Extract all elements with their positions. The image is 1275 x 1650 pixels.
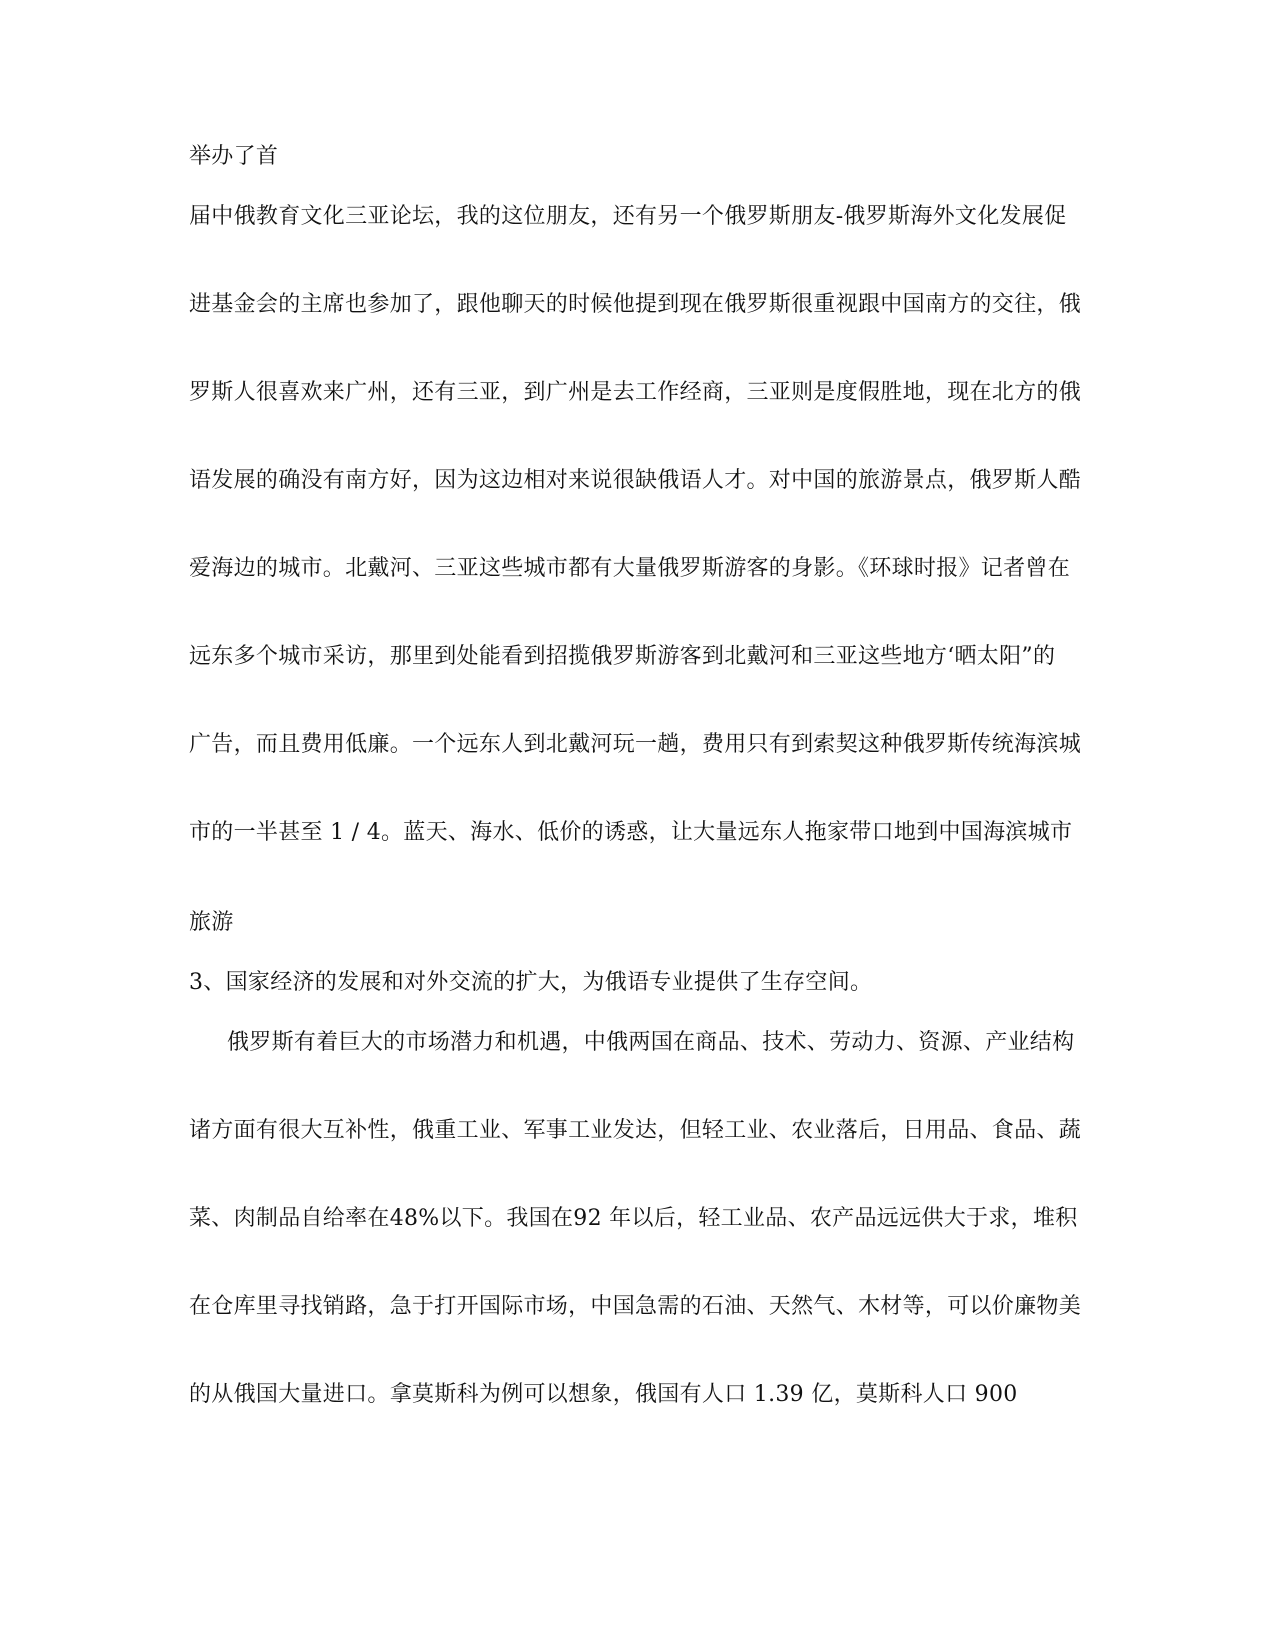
paragraph-8: 广告，而且费用低廉。一个远东人到北戴河玩一趟，费用只有到索契这种俄罗斯传统海滨城 xyxy=(189,732,1082,757)
paragraph-11: 3、国家经济的发展和对外交流的扩大，为俄语专业提供了生存空间。 xyxy=(189,970,873,995)
paragraph-3: 进基金会的主席也参加了，跟他聊天的时候他提到现在俄罗斯很重视跟中国南方的交往，俄 xyxy=(189,292,1082,317)
paragraph-12: 俄罗斯有着巨大的市场潜力和机遇，中俄两国在商品、技术、劳动力、资源、产业结构 xyxy=(227,1030,1075,1055)
paragraph-16: 的从俄国大量进口。拿莫斯科为例可以想象，俄国有人口 1.39 亿，莫斯科人口 900 xyxy=(189,1382,1018,1407)
paragraph-6: 爱海边的城市。北戴河、三亚这些城市都有大量俄罗斯游客的身影。《环球时报》记者曾在 xyxy=(189,556,1071,581)
paragraph-14: 菜、肉制品自给率在48%以下。我国在92 年以后，轻工业品、农产品远远供大于求，堆积 xyxy=(189,1206,1078,1231)
paragraph-5: 语发展的确没有南方好，因为这边相对来说很缺俄语人才。对中国的旅游景点，俄罗斯人酷 xyxy=(189,468,1082,493)
paragraph-10: 旅游 xyxy=(189,910,234,935)
paragraph-1: 举办了首 xyxy=(189,144,279,169)
paragraph-7: 远东多个城市采访，那里到处能看到招揽俄罗斯游客到北戴河和三亚这些地方‘晒太阳”的 xyxy=(189,644,1056,669)
paragraph-2: 届中俄教育文化三亚论坛，我的这位朋友，还有另一个俄罗斯朋友-俄罗斯海外文化发展促 xyxy=(189,204,1067,229)
paragraph-9: 市的一半甚至 1 / 4。蓝天、海水、低价的诱惑，让大量远东人拖家带口地到中国海滨城市 xyxy=(189,820,1073,845)
paragraph-15: 在仓库里寻找销路，急于打开国际市场，中国急需的石油、天然气、木材等，可以价廉物美 xyxy=(189,1294,1082,1319)
paragraph-4: 罗斯人很喜欢来广州，还有三亚，到广州是去工作经商，三亚则是度假胜地，现在北方的俄 xyxy=(189,380,1082,405)
paragraph-13: 诸方面有很大互补性，俄重工业、军事工业发达，但轻工业、农业落后，日用品、食品、蔬 xyxy=(189,1118,1082,1143)
